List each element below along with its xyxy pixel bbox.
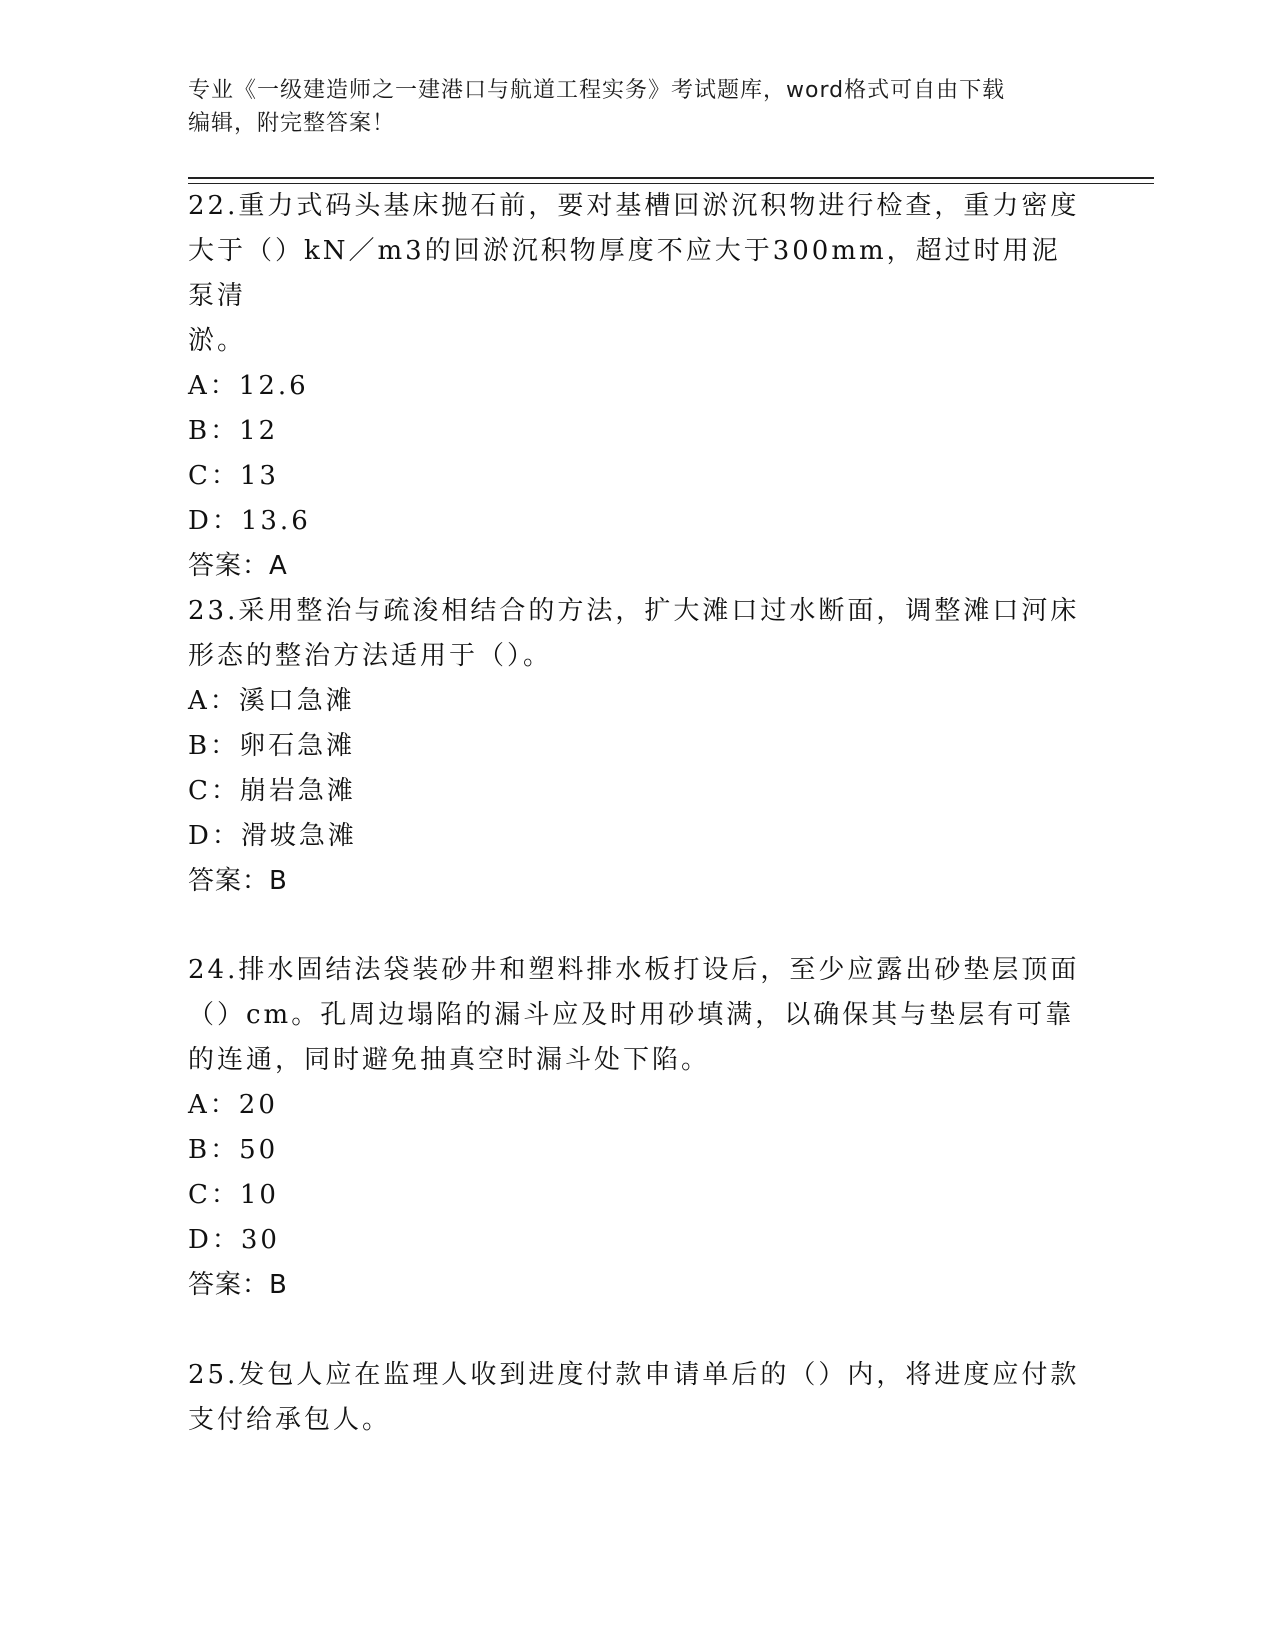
question-stem-line: 淤。 (188, 326, 247, 356)
answer-line: 答案：B (188, 866, 288, 896)
question-24 (188, 948, 1088, 1308)
option-d: D：30 (188, 1225, 280, 1255)
question-23 (188, 589, 1088, 904)
option-b: B：12 (188, 416, 279, 446)
question-stem-line: 22.重力式码头基床抛石前，要对基槽回淤沉积物进行检查，重力密度 (188, 191, 1080, 221)
option-b: B：50 (188, 1135, 279, 1165)
question-stem-line: 支付给承包人。 (188, 1405, 392, 1435)
document-header (188, 74, 1088, 140)
question-stem-line: 23.采用整治与疏浚相结合的方法，扩大滩口过水断面，调整滩口河床 (188, 596, 1080, 626)
option-c: C：崩岩急滩 (188, 776, 356, 806)
option-c: C：13 (188, 461, 279, 491)
question-stem-line: 大于（）kN／m3的回淤沉积物厚度不应大于300mm，超过时用泥泵清 (188, 236, 1061, 311)
answer-line: 答案：A (188, 551, 288, 581)
option-d: D：滑坡急滩 (188, 821, 357, 851)
option-a: A：溪口急滩 (188, 686, 355, 716)
question-stem-line: （）cm。孔周边塌陷的漏斗应及时用砂填满，以确保其与垫层有可靠 (188, 1000, 1075, 1030)
question-stem-line: 形态的整治方法适用于（）。 (188, 641, 553, 671)
question-stem-line: 24.排水固结法袋装砂井和塑料排水板打设后，至少应露出砂垫层顶面 (188, 955, 1080, 985)
header-line-1: 专业《一级建造师之一建港口与航道工程实务》考试题库，word格式可自由下载 (188, 78, 1006, 103)
option-a: A：20 (188, 1090, 278, 1120)
option-d: D：13.6 (188, 506, 311, 536)
option-b: B：卵石急滩 (188, 731, 356, 761)
answer-line: 答案：B (188, 1270, 288, 1300)
question-25 (188, 1353, 1088, 1443)
option-c: C：10 (188, 1180, 279, 1210)
question-22 (188, 184, 1088, 589)
question-stem-line: 的连通，同时避免抽真空时漏斗处下陷。 (188, 1045, 711, 1075)
header-line-2: 编辑，附完整答案！ (188, 111, 396, 136)
question-stem-line: 25.发包人应在监理人收到进度付款申请单后的（）内，将进度应付款 (188, 1360, 1080, 1390)
header-divider-thick (188, 177, 1154, 179)
option-a: A：12.6 (188, 371, 309, 401)
